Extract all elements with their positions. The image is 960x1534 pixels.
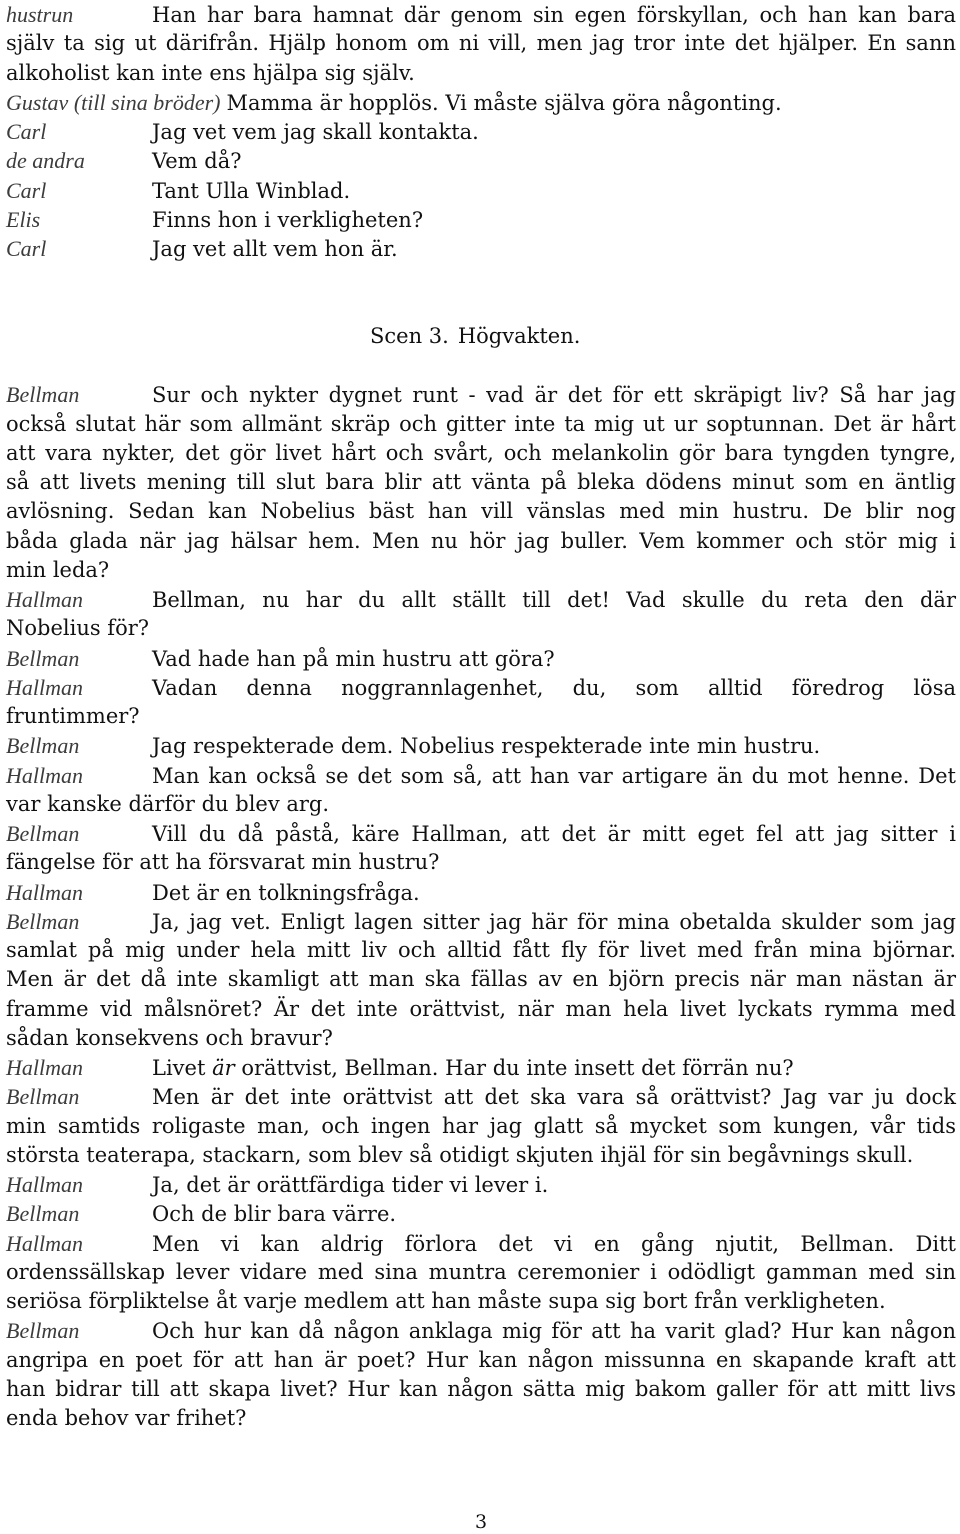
dialogue-line — [6, 702, 956, 731]
line-text: Jag respekterade dem. Nobelius respekterade inte min hustru. — [152, 734, 821, 759]
speaker-name: Hallman — [6, 674, 83, 700]
line-text: Men vi kan aldrig förlora det vi en gång njutit, Bellman. Ditt — [152, 1231, 956, 1256]
line-text: Bellman, nu har du allt ställt till det! Vad skulle du reta den där — [152, 588, 956, 612]
dialogue-line — [6, 1404, 956, 1433]
speaker-name: Elis — [6, 206, 41, 232]
line-text: största teaterapa, stackarn, som blev så otidigt skjuten ihjäl för sin begåvnings skull. — [6, 1142, 914, 1167]
dialogue-line — [6, 117, 956, 146]
speaker-name: de andra — [6, 148, 85, 174]
dialogue-line — [6, 234, 956, 263]
dialogue-line — [6, 1375, 956, 1404]
dialogue-line — [6, 439, 956, 468]
line-text: Mamma är hopplös. Vi måste själva göra någonting. — [226, 90, 782, 115]
line-text: samlat på mig under hela mitt liv och alltid fått fly för livet med från mina björnar. — [6, 938, 956, 962]
line-text: enda behov var frihet? — [6, 1406, 247, 1430]
dialogue-line — [6, 614, 956, 643]
line-text: var kanske därför du blev arg. — [6, 791, 330, 816]
line-text: Vadan denna noggrannlagenhet, du, som alltid föredrog lösa — [152, 675, 956, 700]
dialogue-line — [6, 1316, 956, 1345]
line-text: angripa en poet för att han är poet? Hur kan någon missunna en skapande kraft att — [6, 1347, 956, 1372]
dialogue-line — [6, 556, 956, 585]
speaker-name: Hallman — [6, 762, 83, 788]
speaker-name: Hallman — [6, 1055, 83, 1080]
line-text-start: Livet — [152, 1056, 213, 1080]
line-text: Och de blir bara värre. — [152, 1202, 397, 1227]
line-text: Jag vet vem jag skall kontakta. — [152, 120, 479, 144]
speaker-name: hustrun — [6, 2, 74, 27]
dialogue-line — [6, 1229, 956, 1258]
page-number: 3 — [474, 1511, 488, 1533]
dialogue-line — [6, 1258, 956, 1287]
dialogue-line — [6, 1053, 956, 1082]
dialogue-line — [6, 1112, 956, 1141]
speaker-name: Hallman — [6, 1172, 83, 1197]
dialogue-line — [6, 761, 956, 790]
dialogue-line — [6, 907, 956, 936]
speaker-name: Carl — [6, 236, 47, 261]
line-text: Vill du då påstå, käre Hallman, att det är mitt eget fel att jag sitter i — [152, 822, 956, 846]
dialogue-line — [6, 878, 956, 907]
line-text: min leda? — [6, 557, 110, 582]
speaker-name: Bellman — [6, 733, 80, 759]
line-text: framme vid målsnöret? Är det inte orättvist, när man hela livet lyckats rymma med — [6, 996, 956, 1021]
dialogue-line — [6, 1024, 956, 1053]
dialogue-line — [6, 848, 956, 877]
line-text: Finns hon i verkligheten? — [152, 207, 424, 232]
line-text: också slutat här som allmänt skräp och gitter inte ta mig ut ur soptunnan. Det är hårt — [6, 411, 956, 436]
dialogue-line — [6, 527, 956, 556]
dialogue-line — [6, 88, 956, 117]
line-text: Men är det inte orättvist att det ska vara så orättvist? Jag var ju dock — [152, 1085, 956, 1110]
dialogue-line — [6, 205, 956, 234]
dialogue-line — [6, 380, 956, 409]
line-text: båda glada när jag hälsar hem. Men nu hör jag buller. Vem kommer och stör mig i — [6, 528, 956, 553]
line-text: Nobelius för? — [6, 616, 150, 641]
dialogue-line — [6, 1199, 956, 1228]
line-text: seriösa förpliktelse åt varje medlem att han måste supa sig bort från verkligheten. — [6, 1289, 886, 1313]
dialogue-line — [6, 819, 956, 848]
dialogue-line — [6, 410, 956, 439]
line-text: avlösning. Sedan kan Nobelius bäst han vill vänslas med min hustru. De blir nog — [6, 499, 956, 524]
scene-title: Högvakten. — [457, 323, 581, 348]
dialogue-line — [6, 497, 956, 526]
dialogue-line — [6, 790, 956, 819]
document-page — [6, 0, 956, 1534]
speaker-name: Carl — [6, 177, 47, 203]
line-text: själv ta sig ut därifrån. Hjälp honom om ni vill, men jag tror inte det hjälper. En sann — [6, 31, 956, 56]
dialogue-line — [6, 673, 956, 702]
line-text: Och hur kan då någon anklaga mig för att ha varit glad? Hur kan någon — [152, 1319, 956, 1344]
dialogue-line — [6, 0, 956, 29]
line-text: sådan konsekvens och bravur? — [6, 1025, 333, 1050]
line-text: Vad hade han på min hustru att göra? — [152, 646, 555, 671]
dialogue-line — [6, 468, 956, 497]
dialogue-line — [6, 1141, 956, 1170]
dialogue-line — [6, 731, 956, 760]
dialogue-line — [6, 1287, 956, 1316]
speaker-name: Bellman — [6, 908, 80, 934]
line-text: Han har bara hamnat där genom sin egen förskyllan, och han kan bara — [152, 3, 956, 27]
dialogue-line — [6, 1170, 956, 1199]
line-text: ordenssällskap lever vidare med sina muntra ceremonier i odödligt gamman med sin — [6, 1259, 956, 1284]
dialogue-line — [6, 146, 956, 175]
speaker-name: Bellman — [6, 1201, 80, 1227]
speaker-name: Bellman — [6, 1084, 80, 1110]
line-text: Men är det då inte skamligt att man ska fällas av en björn precis när man nästan är — [6, 967, 956, 992]
line-text: han bidrar till att skapa livet? Hur kan någon sätta mig bakom galler för att mitt livs — [6, 1376, 956, 1401]
line-text: Jag vet allt vem hon är. — [152, 237, 398, 261]
line-text: min samtids roligaste man, och ingen har jag glatt så mycket som kungen, vår tids — [6, 1113, 956, 1138]
dialogue-line — [6, 1082, 956, 1111]
dialogue-line — [6, 995, 956, 1024]
line-text: Det är en tolkningsfråga. — [152, 880, 420, 905]
line-text: att vara nykter, det gör livet hårt och svårt, och melankolin gör bara tyngden tyngre, — [6, 440, 956, 465]
line-text: Sur och nykter dygnet runt - vad är det för ett skräpigt liv? Så har jag — [152, 383, 956, 408]
dialogue-line — [6, 965, 956, 994]
line-text: Ja, det är orättfärdiga tider vi lever i. — [152, 1173, 549, 1197]
speaker-name: Carl — [6, 119, 47, 144]
script-text — [6, 0, 956, 1433]
line-text: Tant Ulla Winblad. — [152, 178, 351, 203]
speaker-name: Bellman — [6, 1318, 80, 1344]
dialogue-line — [6, 1346, 956, 1375]
dialogue-line — [6, 29, 956, 58]
speaker-name: Bellman — [6, 821, 80, 846]
dialogue-line — [6, 176, 956, 205]
speaker-name: Hallman — [6, 587, 83, 612]
speaker-name: Hallman — [6, 1230, 83, 1256]
line-text: så att livets mening till slut bara blir att vänta på bleka dödens minut som en äntlig — [6, 470, 956, 494]
line-text: Ja, jag vet. Enligt lagen sitter jag här för mina obetalda skulder som jag — [152, 909, 956, 934]
line-text: alkoholist kan inte ens hjälpa sig själv. — [6, 60, 415, 85]
speaker-name: Bellman — [6, 382, 80, 408]
line-text: fängelse för att ha försvarat min hustru? — [6, 850, 440, 875]
speaker-name: Hallman — [6, 879, 83, 905]
speaker-name: Bellman — [6, 645, 80, 671]
dialogue-line — [6, 644, 956, 673]
emphasized-word: är — [212, 1056, 235, 1080]
dialogue-line — [6, 59, 956, 88]
line-text-end: orättvist, Bellman. Har du inte insett det förrän nu? — [234, 1056, 794, 1080]
dialogue-line — [6, 936, 956, 965]
line-text: Vem då? — [152, 149, 242, 174]
speaker-name: Gustav (till sina bröder) — [6, 89, 221, 115]
line-text: fruntimmer? — [6, 704, 140, 728]
dialogue-line — [6, 585, 956, 614]
scene-heading — [6, 322, 956, 351]
scene-number: Scen 3. — [370, 323, 449, 348]
line-text: Man kan också se det som så, att han var artigare än du mot henne. Det — [152, 763, 956, 788]
